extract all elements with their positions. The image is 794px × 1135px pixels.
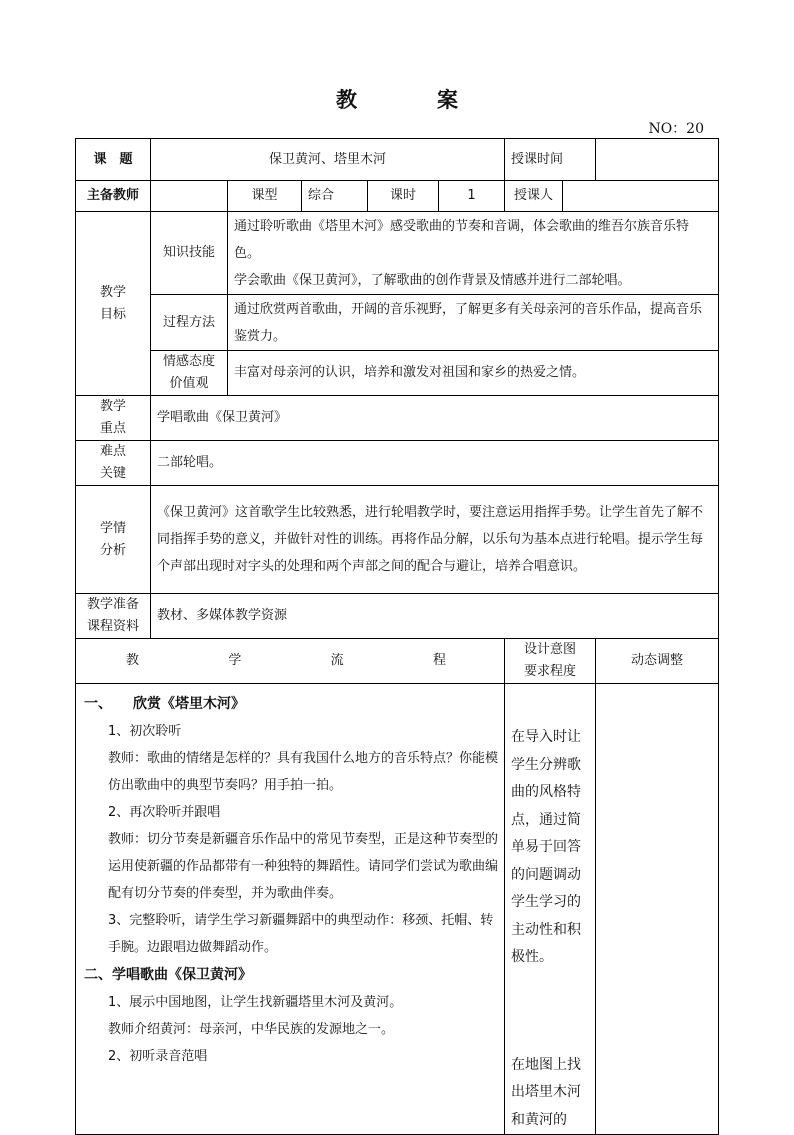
knowledge-line2: 学会歌曲《保卫黄河》，了解歌曲的创作背景及情感并进行二部轮唱。 <box>234 272 631 288</box>
difficulty-label-line1: 难点 <box>99 444 126 459</box>
topic-label: 课 题 <box>76 139 151 181</box>
section-1-step-3: 3、完整聆听，请学生学习新疆舞蹈中的典型动作：移颈、托帽、转手腕。边跟唱边做舞蹈动作。 <box>108 913 494 955</box>
document-number: NO：20 <box>648 121 704 137</box>
time-value <box>596 139 719 181</box>
emotion-label-line2: 价值观 <box>169 376 209 391</box>
time-label: 授课时间 <box>505 139 596 181</box>
analysis-label <box>76 486 151 594</box>
focus-text: 学唱歌曲《保卫黄河》 <box>151 396 719 441</box>
lecturer-value <box>563 181 719 212</box>
flow-header-char-1: 教 <box>126 653 140 668</box>
resources-text: 教材、多媒体教学资源 <box>151 594 719 639</box>
goals-label <box>76 212 151 396</box>
title-char-2: 案 <box>437 88 458 112</box>
resources-label-line1: 教学准备 <box>86 597 139 612</box>
emotion-text: 丰富对母亲河的认识，培养和激发对祖国和家乡的热爱之情。 <box>228 351 719 396</box>
teacher-label: 主备教师 <box>76 181 151 212</box>
difficulty-label-line2: 关键 <box>99 466 126 481</box>
design-header-line2: 要求程度 <box>524 664 577 679</box>
section-1-step-1-text: 教师：歌曲的情绪是怎样的？具有我国什么地方的音乐特点？你能模仿出歌曲中的典型节奏吗？用手拍一拍。 <box>108 751 499 793</box>
topic-value: 保卫黄河、塔里木河 <box>151 139 505 181</box>
flow-header <box>76 639 505 684</box>
type-label: 课型 <box>228 181 302 212</box>
process-text: 通过欣赏两首歌曲，开阔的音乐视野，了解更多有关母亲河的音乐作品，提高音乐鉴赏力。 <box>228 295 719 351</box>
lesson-plan-table <box>75 138 719 1135</box>
section-1-title: 一、 欣赏《塔里木河》 <box>84 696 245 712</box>
flow-body <box>76 684 505 1135</box>
process-label: 过程方法 <box>151 295 228 351</box>
difficulty-label <box>76 441 151 486</box>
design-note-2: 在地图上找出塔里木河和黄河的 <box>511 1056 582 1128</box>
design-notes <box>505 684 596 1135</box>
hours-value: 1 <box>439 181 505 212</box>
flow-header-char-4: 程 <box>432 653 446 668</box>
focus-label-line2: 重点 <box>99 421 126 436</box>
teacher-value <box>151 181 228 212</box>
type-value: 综合 <box>302 181 368 212</box>
section-1-step-2-text: 教师：切分节奏是新疆音乐作品中的常见节奏型，正是这种节奏型的运用使新疆的作品都带有一种独特的舞蹈性。请同学们尝试为歌曲编配有切分节奏的伴奏型，并为歌曲伴奏。 <box>108 832 499 901</box>
focus-label-line1: 教学 <box>99 399 126 414</box>
knowledge-label: 知识技能 <box>151 212 228 295</box>
document-title <box>0 84 794 114</box>
design-note-1: 在导入时让学生分辨歌曲的风格特点，通过简单易于回答的问题调动学生学习的主动性和积极性。 <box>511 729 582 965</box>
resources-label-line2: 课程资料 <box>86 619 139 634</box>
knowledge-text <box>228 212 719 295</box>
section-2-step-1: 1、展示中国地图，让学生找新疆塔里木河及黄河。 <box>108 995 403 1010</box>
lecturer-label: 授课人 <box>505 181 563 212</box>
hours-label: 课时 <box>368 181 439 212</box>
resources-label <box>76 594 151 639</box>
section-1-step-1: 1、初次聆听 <box>108 724 182 739</box>
focus-label <box>76 396 151 441</box>
analysis-label-line1: 学情 <box>99 520 126 536</box>
section-2-title: 二、学唱歌曲《保卫黄河》 <box>84 967 252 983</box>
flow-header-char-3: 流 <box>330 653 344 668</box>
title-char-1: 教 <box>336 88 357 112</box>
goals-label-line1: 教学 <box>99 284 126 300</box>
knowledge-line1: 通过聆听歌曲《塔里木河》感受歌曲的节奏和音调，体会歌曲的维吾尔族音乐特色。 <box>234 218 690 261</box>
section-2-step-1-text: 教师介绍黄河：母亲河，中华民族的发源地之一。 <box>108 1022 395 1037</box>
design-header <box>505 639 596 684</box>
analysis-text: 《保卫黄河》这首歌学生比较熟悉，进行轮唱教学时，要注意运用指挥手势。让学生首先了解不同指挥手势的意义，并做针对性的训练。再将作品分解，以乐句为基本点进行轮唱。提示学生每个声部出现时对字头的处理和两个声部之间的配合与避让，培养合唱意识。 <box>151 486 719 594</box>
adjust-header: 动态调整 <box>596 639 719 684</box>
section-1-step-2: 2、再次聆听并跟唱 <box>108 805 221 820</box>
difficulty-text: 二部轮唱。 <box>151 441 719 486</box>
design-header-line1: 设计意图 <box>524 642 577 657</box>
emotion-label-line1: 情感态度 <box>162 354 215 369</box>
goals-label-line2: 目标 <box>99 306 126 322</box>
section-2-step-2: 2、初听录音范唱 <box>108 1049 208 1064</box>
emotion-label <box>151 351 228 396</box>
analysis-label-line2: 分析 <box>99 542 126 558</box>
flow-header-char-2: 学 <box>228 653 242 668</box>
adjust-cell <box>596 684 719 1135</box>
